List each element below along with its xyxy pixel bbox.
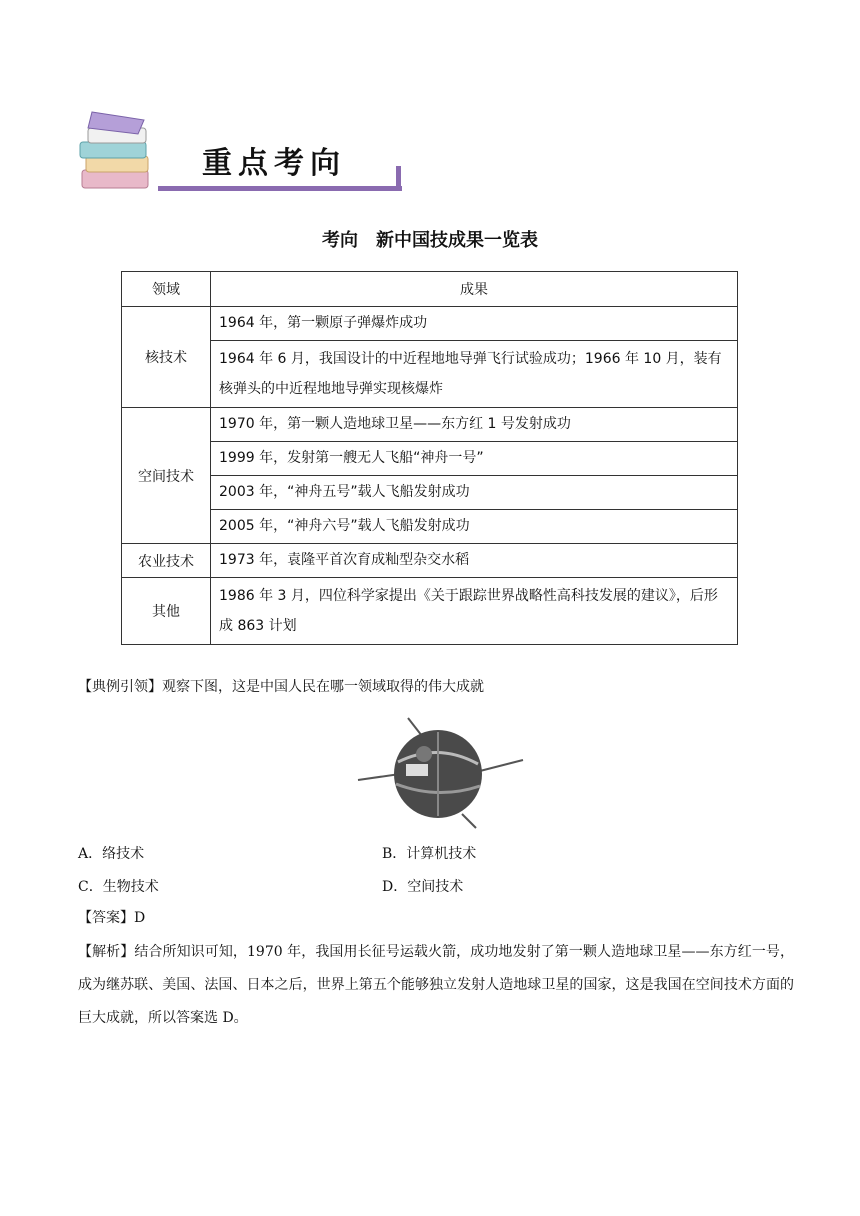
table-row (122, 307, 738, 341)
table-row (122, 408, 738, 442)
domain-cell: 核技术 (122, 307, 211, 408)
domain-cell: 空间技术 (122, 408, 211, 544)
achievement-cell: 1964 年，第一颗原子弹爆炸成功 (211, 307, 738, 341)
achievement-cell: 2003 年，“神舟五号”载人飞船发射成功 (211, 476, 738, 510)
table-header-row (122, 272, 738, 307)
banner-title: 重点考向 (202, 146, 346, 181)
table-row (122, 578, 738, 645)
achievements-table (121, 271, 738, 645)
table-row (122, 341, 738, 408)
table-row (122, 544, 738, 578)
satellite-image (338, 702, 538, 832)
question-text: 【典例引领】观察下图，这是中国人民在哪一领域取得的伟大成就 (78, 679, 484, 695)
achievement-cell: 2005 年，“神舟六号”载人飞船发射成功 (211, 510, 738, 544)
table-row (122, 476, 738, 510)
option-b: B．计算机技术 (382, 846, 477, 862)
table-row (122, 442, 738, 476)
section-banner (78, 108, 408, 200)
header-domain: 领域 (122, 272, 211, 307)
header-achievement: 成果 (211, 272, 738, 307)
table-title: 考向 新中国技成果一览表 (322, 230, 538, 251)
achievement-cell: 1999 年，发射第一艘无人飞船“神舟一号” (211, 442, 738, 476)
table-row (122, 510, 738, 544)
answer-text: 【答案】D (78, 910, 146, 926)
domain-cell: 农业技术 (122, 544, 211, 578)
option-d: D．空间技术 (382, 879, 464, 895)
analysis-text: 【解析】结合所知识可知，1970 年，我国用长征号运载火箭，成功地发射了第一颗人造地球卫星——东方红一号，成为继苏联、美国、法国、日本之后，世界上第五个能够独立发射人造地球卫星的国家，这是我国在空间技术方面的巨大成就，所以答案选 D。 (78, 944, 794, 1026)
option-c: C．生物技术 (78, 879, 159, 895)
achievement-cell: 1964 年 6 月，我国设计的中近程地地导弹飞行试验成功；1966 年 10 月，装有核弹头的中近程地地导弹实现核爆炸 (211, 341, 738, 408)
domain-cell: 其他 (122, 578, 211, 645)
achievement-cell: 1970 年，第一颗人造地球卫星——东方红 1 号发射成功 (211, 408, 738, 442)
option-a: A．络技术 (78, 846, 145, 862)
achievement-cell: 1986 年 3 月，四位科学家提出《关于跟踪世界战略性高科技发展的建议》，后形成 863 计划 (211, 578, 738, 645)
achievement-cell: 1973 年，袁隆平首次育成籼型杂交水稻 (211, 544, 738, 578)
